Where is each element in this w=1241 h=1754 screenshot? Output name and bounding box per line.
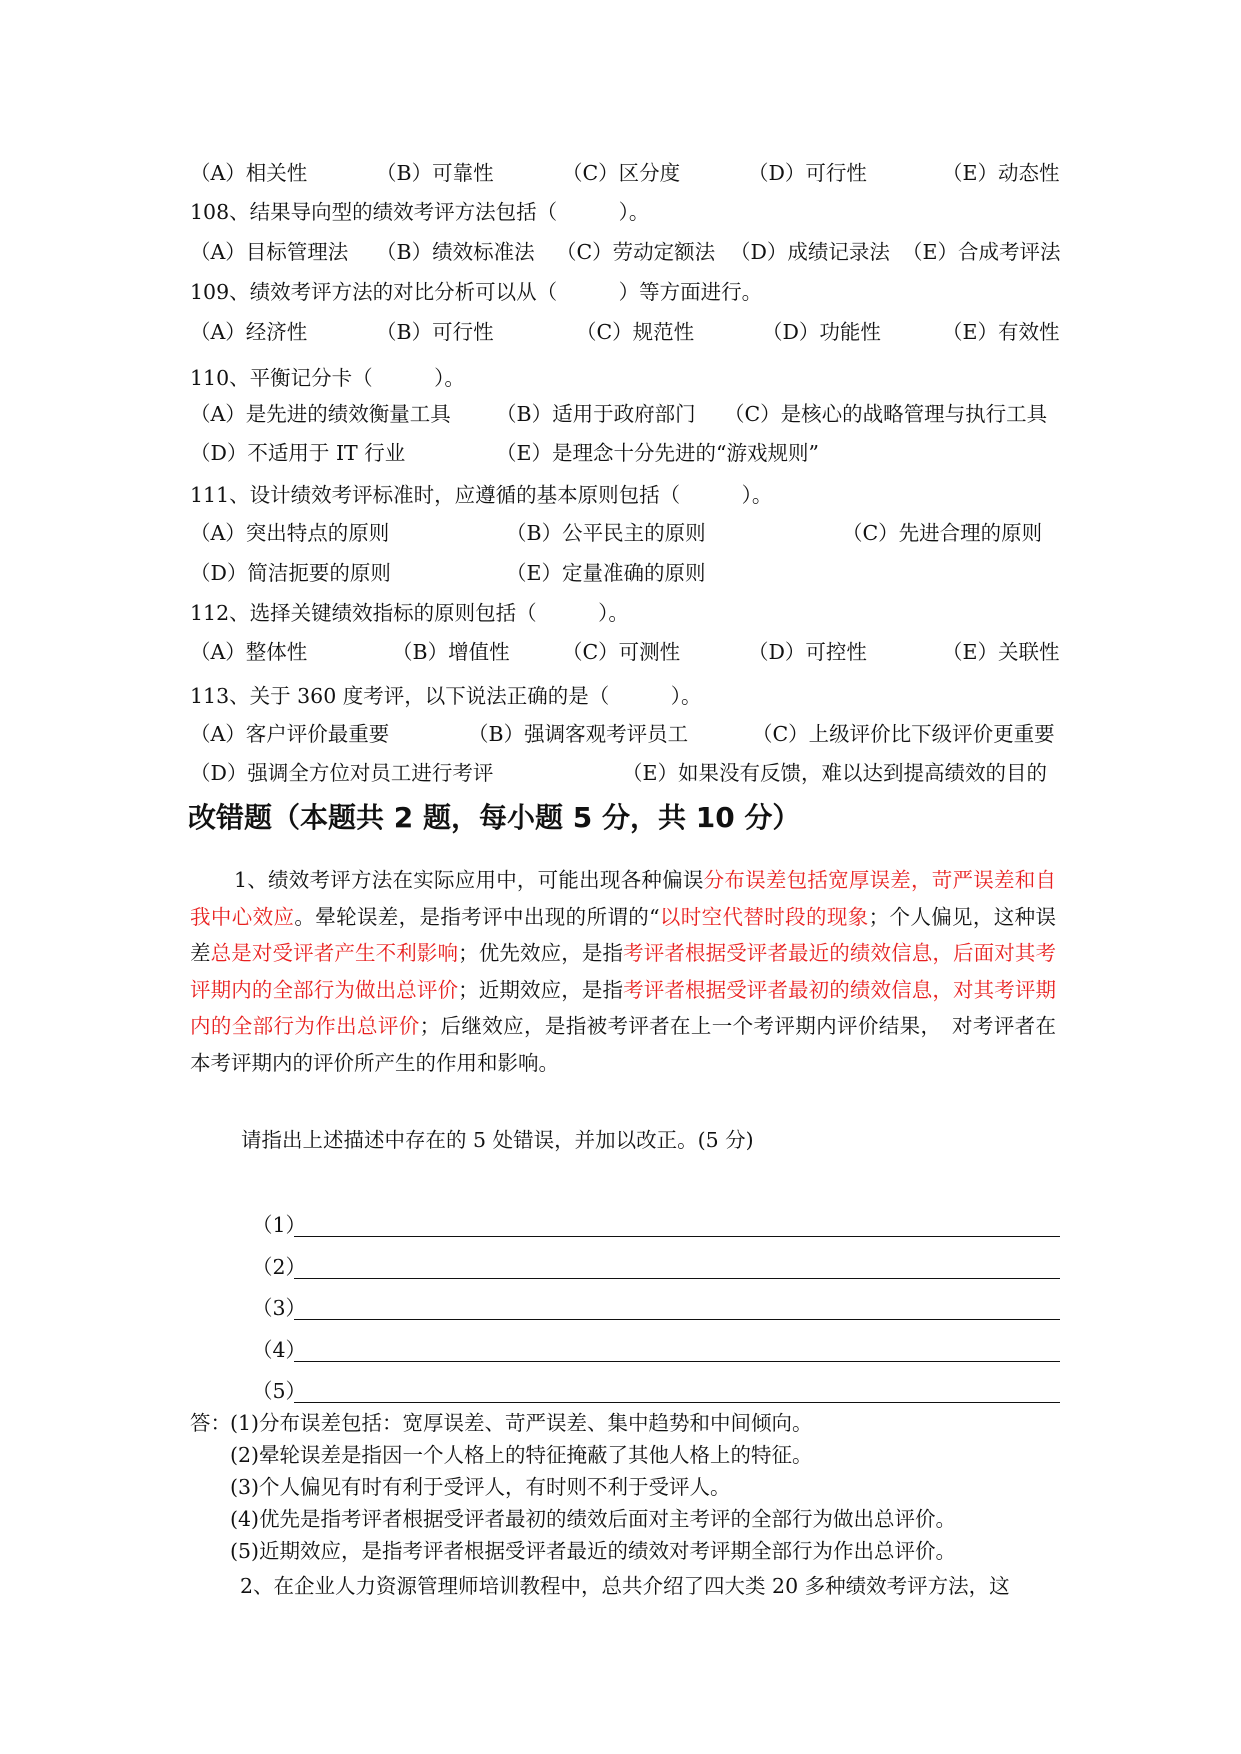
- q109-options: [190, 318, 1060, 346]
- error-highlight: 分布误差包括宽厚误差，苛严误差和自我中心效应: [190, 868, 1057, 929]
- q113-option-a: （A）客户评价最重要: [190, 722, 390, 746]
- passage-text: ；近期效应，是指: [458, 977, 624, 1002]
- q113-options-row1: [190, 720, 1060, 748]
- passage-text: ；优先效应，是指: [458, 941, 624, 965]
- passage-text: 。晕轮误差，是指考评中出现的所谓的“: [294, 904, 660, 929]
- section-heading: 改错题（本题共 2 题，每小题 5 分，共 10 分）: [188, 801, 801, 834]
- blank-number: （2）: [252, 1255, 307, 1279]
- q108-option-e: （E）合成考评法: [902, 240, 1061, 264]
- q111-option-e: （E）定量准确的原则: [506, 561, 706, 585]
- answer-blank-3[interactable]: [252, 1294, 1060, 1322]
- answer-line-4: (4)优先是指考评者根据受评者最初的绩效后面对主考评的全部行为做出总评价。: [230, 1507, 957, 1531]
- q107-option-d: （D）可行性: [748, 161, 867, 185]
- q110-stem: 110、平衡记分卡（ ）。: [190, 366, 465, 390]
- blank-number: （5）: [252, 1379, 307, 1403]
- error-correction-passage: [190, 862, 1056, 1081]
- blank-number: （3）: [252, 1296, 307, 1320]
- q110-options-row1: [190, 400, 1060, 428]
- q112-option-e: （E）关联性: [942, 640, 1060, 664]
- q108-option-b: （B）绩效标准法: [376, 240, 535, 264]
- q107-option-a: （A）相关性: [190, 161, 308, 185]
- answer-line-5: (5)近期效应，是指考评者根据受评者最近的绩效对考评期全部行为作出总评价。: [230, 1539, 957, 1563]
- question-2-text: 2、在企业人力资源管理师培训教程中，总共介绍了四大类 20 多种绩效考评方法，这: [240, 1574, 1010, 1598]
- q107-option-e: （E）动态性: [942, 161, 1060, 185]
- q112-option-a: （A）整体性: [190, 640, 308, 664]
- q113-option-c: （C）上级评价比下级评价更重要: [752, 722, 1055, 746]
- q112-option-b: （B）增值性: [392, 640, 510, 664]
- answer-blank-2[interactable]: [252, 1253, 1060, 1281]
- q111-options-row2: [190, 559, 1060, 587]
- error-highlight: 考评者根据受评者最初的绩效信息，对其考评期内的全部行为作出总评价: [190, 977, 1057, 1038]
- q113-options-row2: [190, 759, 1060, 787]
- q107-options: [190, 159, 1060, 187]
- q110-option-a: （A）是先进的绩效衡量工具: [190, 402, 451, 426]
- answer-line-3: (3)个人偏见有时有利于受评人，有时则不利于受评人。: [230, 1475, 731, 1499]
- answer-blank-5[interactable]: [252, 1377, 1060, 1405]
- q109-option-a: （A）经济性: [190, 320, 308, 344]
- answer-blank-4[interactable]: [252, 1336, 1060, 1364]
- q111-options-row1: [190, 519, 1060, 547]
- error-highlight: 总是对受评者产生不利影响: [210, 941, 459, 965]
- q112-option-d: （D）可控性: [748, 640, 867, 664]
- answer-prefix: 答：: [190, 1411, 231, 1435]
- q112-options: [190, 638, 1060, 666]
- q112-option-c: （C）可测性: [562, 640, 681, 664]
- answer-line-1: (1)分布误差包括：宽厚误差、苛严误差、集中趋势和中间倾向。: [230, 1411, 813, 1435]
- answer-line-2: (2)晕轮误差是指因一个人格上的特征掩蔽了其他人格上的特征。: [230, 1443, 813, 1467]
- q113-option-d: （D）强调全方位对员工进行考评: [190, 761, 494, 785]
- blank-number: （4）: [252, 1338, 307, 1362]
- q108-options: [190, 238, 1060, 266]
- q113-stem: 113、关于 360 度考评，以下说法正确的是（ ）。: [190, 684, 702, 708]
- blank-line: [294, 1278, 1060, 1279]
- instruction-text: 请指出上述描述中存在的 5 处错误，并加以改正。(5 分): [241, 1128, 754, 1152]
- error-highlight: 考评者根据受评者最近的绩效信息，后面对其考评期内的全部行为做出总评价: [190, 941, 1057, 1002]
- q110-option-d: （D）不适用于 IT 行业: [190, 441, 406, 465]
- q112-stem: 112、选择关键绩效指标的原则包括（ ）。: [190, 601, 629, 625]
- blank-line: [294, 1236, 1060, 1237]
- q110-option-b: （B）适用于政府部门: [496, 402, 696, 426]
- q111-option-d: （D）简洁扼要的原则: [190, 561, 391, 585]
- q113-option-e: （E）如果没有反馈，难以达到提高绩效的目的: [622, 761, 1047, 785]
- q109-option-c: （C）规范性: [576, 320, 695, 344]
- passage-text: ；后继效应，是指被考评者在上一个考评期内评价结果， 对考评者在本考评期内的评价所产生的作用和影响。: [190, 1014, 1057, 1075]
- q111-option-b: （B）公平民主的原则: [506, 521, 706, 545]
- q108-option-a: （A）目标管理法: [190, 240, 349, 264]
- blank-line: [294, 1361, 1060, 1362]
- q111-stem: 111、设计绩效考评标准时，应遵循的基本原则包括（ ）。: [190, 483, 773, 507]
- error-highlight: 以时空代替时段的现象: [659, 904, 869, 929]
- q107-option-c: （C）区分度: [562, 161, 681, 185]
- blank-number: （1）: [252, 1213, 307, 1237]
- q111-option-c: （C）先进合理的原则: [842, 521, 1043, 545]
- q110-option-e: （E）是理念十分先进的“游戏规则”: [496, 441, 819, 465]
- q109-option-d: （D）功能性: [762, 320, 881, 344]
- q110-options-row2: [190, 439, 1060, 467]
- passage-text: 1、绩效考评方法在实际应用中，可能出现各种偏误: [234, 868, 704, 892]
- blank-line: [294, 1319, 1060, 1320]
- q108-option-d: （D）成绩记录法: [730, 240, 890, 264]
- q109-stem: 109、绩效考评方法的对比分析可以从（ ）等方面进行。: [190, 280, 763, 304]
- answer-blank-1[interactable]: [252, 1211, 1060, 1239]
- q109-option-b: （B）可行性: [376, 320, 494, 344]
- q107-option-b: （B）可靠性: [376, 161, 494, 185]
- q109-option-e: （E）有效性: [942, 320, 1060, 344]
- q111-option-a: （A）突出特点的原则: [190, 521, 390, 545]
- blank-line: [294, 1402, 1060, 1403]
- passage-text: ；个人偏见，这种误差: [190, 904, 1057, 965]
- q108-option-c: （C）劳动定额法: [556, 240, 716, 264]
- q108-stem: 108、结果导向型的绩效考评方法包括（ ）。: [190, 200, 650, 224]
- q110-option-c: （C）是核心的战略管理与执行工具: [724, 402, 1048, 426]
- q113-option-b: （B）强调客观考评员工: [468, 722, 689, 746]
